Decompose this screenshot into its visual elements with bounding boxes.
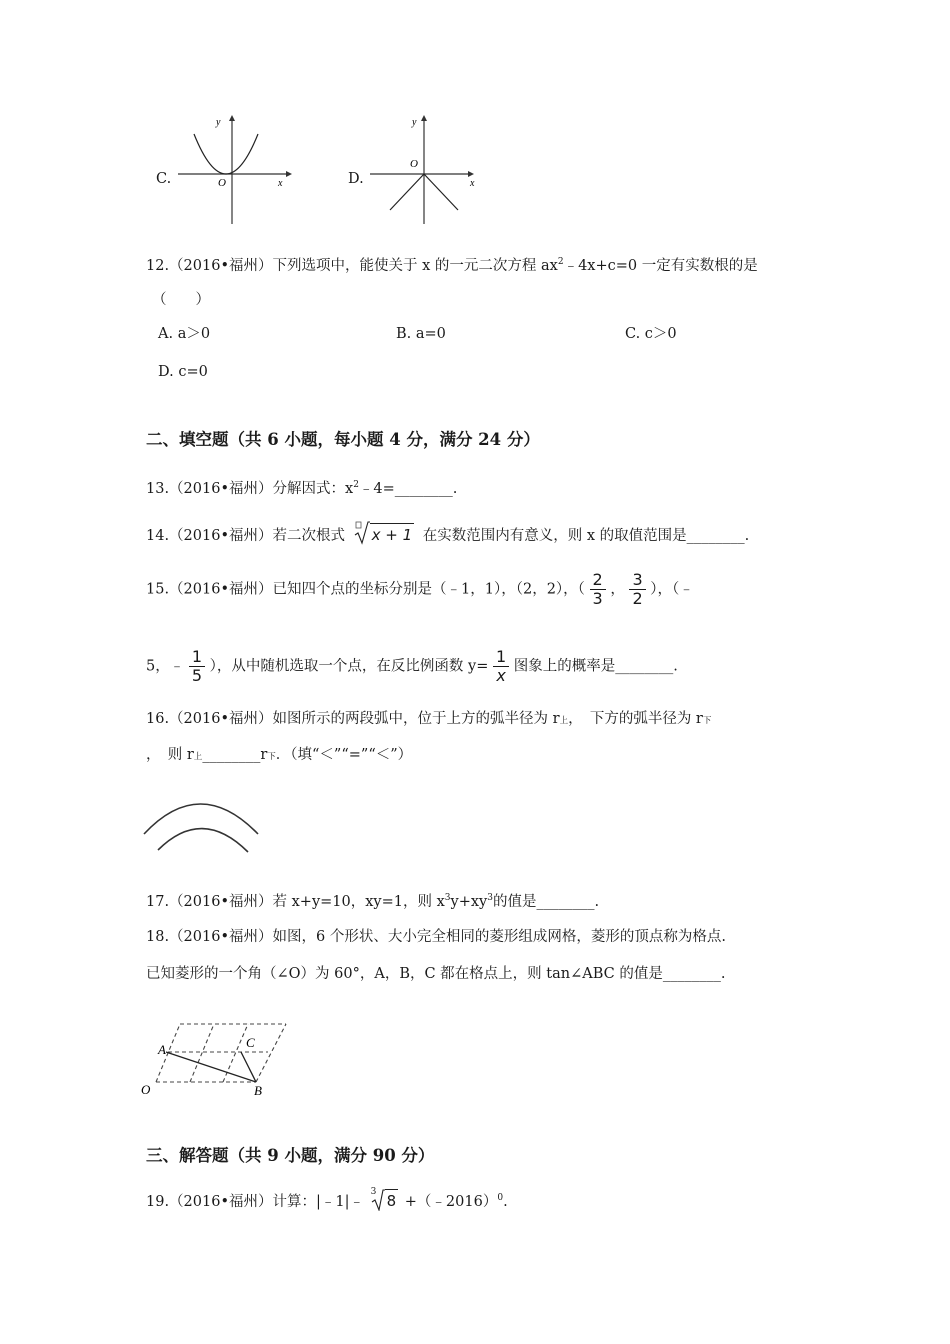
- fraction-3-2: $\frac{3}{2}$: [629, 571, 645, 609]
- graph-c-y-label: y: [216, 117, 221, 128]
- question-14-text: 14.（2016•福州）若二次根式 x + 1 在实数范围内有意义，则 x 的取值范围是________.: [146, 528, 749, 544]
- graph-d-origin-label: O: [410, 158, 418, 170]
- graph-c-x-label: x: [278, 178, 283, 189]
- radical-sign-icon: [354, 521, 370, 545]
- graph-d-x-label: x: [470, 178, 475, 189]
- question-16-line-1: 16.（2016•福州）如图所示的两段弧中，位于上方的弧半径为 r上， 下方的弧半径为 r下: [146, 711, 712, 727]
- point-o-label: O: [141, 1082, 151, 1097]
- point-b-label: B: [254, 1083, 262, 1098]
- option-d-label: D.: [348, 171, 364, 187]
- question-19-text: 19.（2016•福州）计算：|﹣1|﹣ 3 8 +（﹣2016）$^0$.: [146, 1187, 508, 1210]
- fraction-1-5: $\frac{1}{5}$: [189, 648, 205, 686]
- q12-option-c: C. c＞0: [625, 326, 677, 342]
- q12-option-a: A. a＞0: [158, 326, 211, 342]
- option-c-label: C.: [156, 171, 172, 187]
- q12-option-b: B. a=0: [396, 326, 446, 342]
- question-13-text: 13.（2016•福州）分解因式：$x^2﹣4=\_\_\_\_\_\_\_\_$.: [146, 480, 458, 497]
- graph-d-y-label: y: [412, 117, 417, 128]
- graph-c-origin-label: O: [218, 177, 226, 189]
- rhombus-grid-figure: [136, 1016, 296, 1098]
- question-15-line-2: 5，﹣ $\frac{1}{5}$ ），从中随机选取一个点，在反比例函数 y= $\frac{1}{x}$ 图象上的概率是________.: [146, 647, 678, 686]
- radical-sign-icon: [371, 1189, 385, 1211]
- two-arcs-figure: [138, 788, 268, 858]
- question-16-line-2: ， 则 r上________r下．（填“＜”“=”“＜”）: [146, 747, 413, 763]
- question-12-paren: （ ）: [152, 292, 210, 308]
- cube-root-expression: 3 8: [370, 1187, 397, 1210]
- question-15-line-1: 15.（2016•福州）已知四个点的坐标分别是（﹣1，1），（2，2），（ $\frac{2}{3}$ ， $\frac{3}{2}$ ），（﹣: [146, 570, 694, 609]
- question-12-text: 12.（2016•福州）下列选项中，能使关于 x 的一元二次方程 $ax^2﹣4x+c=0$ 一定有实数根的是: [146, 257, 758, 274]
- fraction-1-x: $\frac{1}{x}$: [493, 648, 509, 686]
- point-a-label: A: [158, 1042, 166, 1057]
- question-18-line-2: 已知菱形的一个角（∠O）为 60°，A，B，C 都在格点上，则 tan∠ABC 的值是________.: [146, 966, 726, 982]
- q12-option-d: D. c=0: [158, 364, 208, 380]
- fraction-2-3: $\frac{2}{3}$: [590, 571, 606, 609]
- graph-c-parabola: [176, 112, 294, 226]
- graph-d-v-shape: [368, 112, 486, 226]
- radical-expression: x + 1: [354, 528, 415, 544]
- question-17-text: 17.（2016•福州）若 x+y=10，xy=1，则 $x^3y+xy^3$的值是________.: [146, 893, 600, 910]
- section-3-title: 三、解答题（共 9 小题，满分 90 分）: [146, 1146, 435, 1165]
- point-c-label: C: [246, 1035, 255, 1050]
- question-18-line-1: 18.（2016•福州）如图，6 个形状、大小完全相同的菱形组成网格，菱形的顶点称为格点.: [146, 929, 726, 945]
- section-2-title: 二、填空题（共 6 小题，每小题 4 分，满分 24 分）: [146, 430, 540, 449]
